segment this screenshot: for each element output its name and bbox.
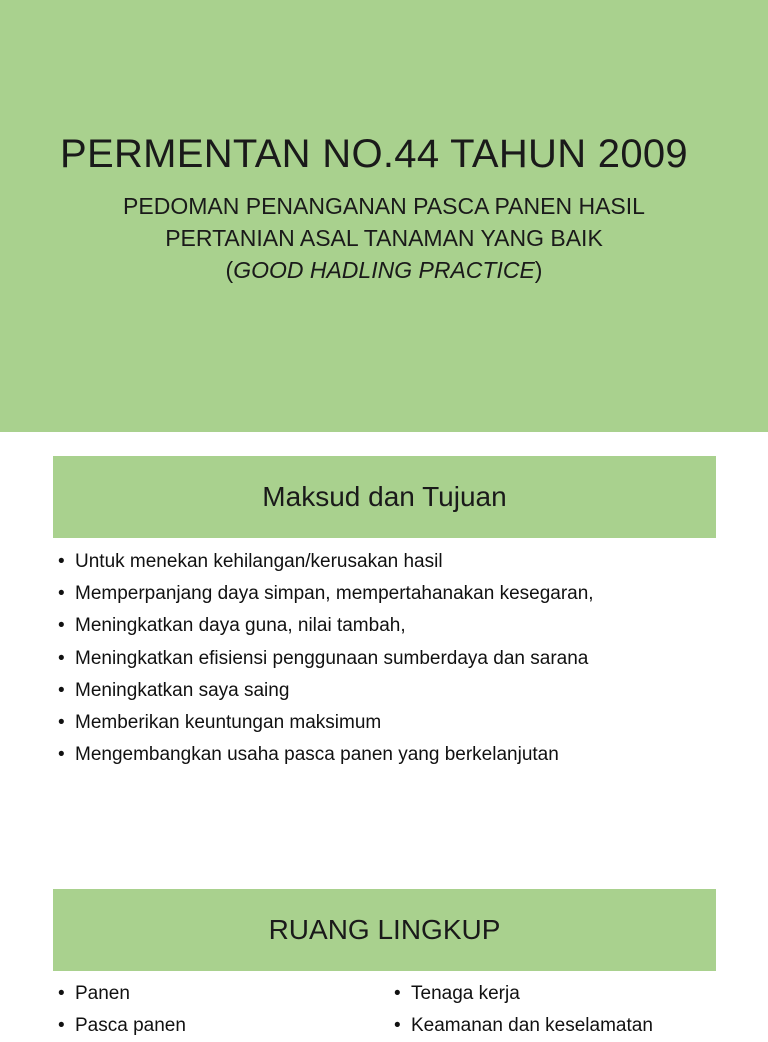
section-heading-ruang-lingkup: RUANG LINGKUP [53, 889, 716, 971]
section-heading-maksud-tujuan: Maksud dan Tujuan [53, 456, 716, 538]
list-item: • Meningkatkan efisiensi penggunaan sumberdaya dan sarana [55, 643, 594, 675]
list-item: • Keamanan dan keselamatan [391, 1010, 653, 1042]
list-item: • Mengembangkan usaha pasca panen yang berkelanjutan [55, 739, 594, 771]
subtitle-line-2: PERTANIAN ASAL TANAMAN YANG BAIK [165, 225, 603, 251]
subtitle-line-3 [0, 254, 768, 286]
subtitle-paren-open: ( [225, 257, 234, 283]
document-subtitle [0, 190, 768, 286]
list-item: • Memberikan keuntungan maksimum [55, 707, 594, 739]
list-item: • Panen [55, 978, 186, 1010]
scope-bullet-list-right [391, 978, 653, 1042]
subtitle-italic-term: GOOD HADLING PRACTICE [233, 257, 535, 283]
list-item: • Meningkatkan saya saing [55, 675, 594, 707]
scope-bullet-list-left [55, 978, 186, 1042]
list-item: • Untuk menekan kehilangan/kerusakan hasil [55, 546, 594, 578]
subtitle-line-1: PEDOMAN PENANGANAN PASCA PANEN HASIL [123, 193, 645, 219]
list-item: • Tenaga kerja [391, 978, 653, 1010]
list-item: • Pasca panen [55, 1010, 186, 1042]
title-slide-banner [0, 0, 768, 432]
subtitle-paren-close: ) [534, 257, 543, 283]
list-item: • Memperpanjang daya simpan, mempertahanakan kesegaran, [55, 578, 594, 610]
purpose-bullet-list [55, 546, 594, 771]
document-title: PERMENTAN NO.44 TAHUN 2009 [60, 132, 688, 176]
list-item: • Meningkatkan daya guna, nilai tambah, [55, 610, 594, 642]
